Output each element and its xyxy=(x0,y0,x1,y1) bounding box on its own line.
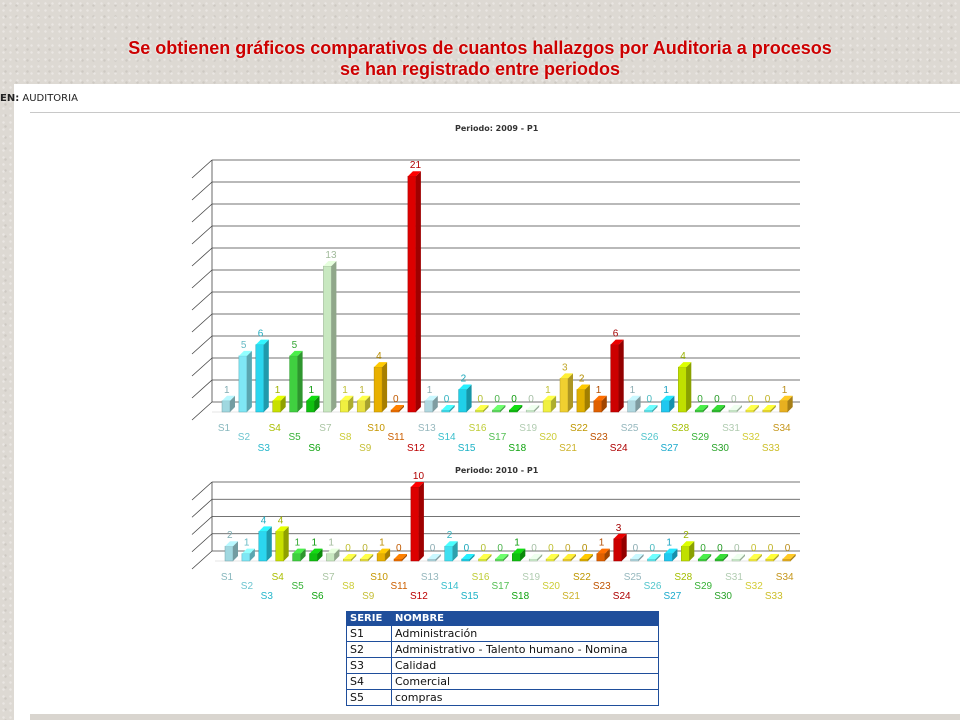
chart-2-category-label-S12: S12 xyxy=(410,591,428,602)
chart-2-value-label-S20: 0 xyxy=(548,543,554,554)
chart-1-value-label-S17: 0 xyxy=(494,394,500,405)
chart-1-category-label-S34: S34 xyxy=(772,423,791,434)
chart-1-bar-S21 xyxy=(560,378,568,412)
chart-2-bar-S31 xyxy=(732,559,740,561)
chart-1-value-label-S20: 1 xyxy=(545,384,551,396)
chart-1-category-label-S15: S15 xyxy=(457,443,476,454)
chart-2-category-label-S28: S28 xyxy=(674,572,693,583)
chart-1-value-label-S28: 4 xyxy=(680,351,686,363)
chart-2-value-label-S31: 0 xyxy=(734,543,740,554)
chart-1-gridline-diag xyxy=(192,314,212,332)
chart-1-category-label-S25: S25 xyxy=(620,423,639,434)
chart-1-value-label-S12: 21 xyxy=(409,160,422,172)
chart-1-value-label-S11: 0 xyxy=(393,394,399,405)
chart-2-category-label-S27: S27 xyxy=(663,591,682,602)
series-legend-table xyxy=(346,611,659,706)
chart-1-value-label-S19: 0 xyxy=(528,394,534,405)
legend-code: S3 xyxy=(347,658,392,674)
chart-2-value-label-S10: 1 xyxy=(379,537,385,549)
chart-1-category-label-S18: S18 xyxy=(508,443,527,454)
chart-1-value-label-S15: 2 xyxy=(460,373,467,385)
chart-2-bar-S22 xyxy=(580,559,588,561)
chart-1-category-label-S23: S23 xyxy=(589,432,608,443)
legend-row xyxy=(347,690,659,706)
chart-2-value-label-S8: 0 xyxy=(345,543,351,554)
chart-2-bar-S13 xyxy=(428,559,436,561)
chart-1-value-label-S24: 6 xyxy=(612,328,619,340)
chart-1-gridline-diag xyxy=(192,160,212,178)
chart-2-bar-S8 xyxy=(343,559,351,561)
chart-2-category-label-S4: S4 xyxy=(271,572,284,583)
chart-2-bar-S19 xyxy=(529,559,537,561)
chart-2-bar-side-S12 xyxy=(419,482,424,561)
chart-1-value-label-S13: 1 xyxy=(426,384,433,396)
chart-1-value-label-S9: 1 xyxy=(359,384,365,396)
chart-2-gridline-diag xyxy=(192,534,212,552)
chart-2-bar-S9 xyxy=(360,559,368,561)
filter-value: AUDITORIA xyxy=(22,93,78,104)
chart-2-value-label-S25: 0 xyxy=(632,543,639,554)
chart-1-bar-S7 xyxy=(323,266,331,412)
chart-1-value-label-S10: 4 xyxy=(376,351,382,363)
chart-1-gridline-diag xyxy=(192,226,212,244)
chart-2-category-label-S2: S2 xyxy=(240,581,254,592)
chart-2-bar-S18 xyxy=(512,554,520,561)
slide-title-line-2: se han registrado entre periodos xyxy=(339,59,621,79)
chart-2-category-label-S25: S25 xyxy=(623,572,642,583)
legend-row xyxy=(347,642,659,658)
chart-2-bar-S10 xyxy=(377,554,385,561)
chart-2-value-label-S6: 1 xyxy=(311,537,318,549)
chart-1-bar-S27 xyxy=(661,401,669,412)
chart-2-value-label-S28: 2 xyxy=(683,530,689,542)
slide-title-line-1: Se obtienen gráficos comparativos de cuantos hallazgos por Auditoria a procesos xyxy=(128,38,832,58)
chart-2-bar-S2 xyxy=(242,554,250,561)
legend-row xyxy=(347,674,659,690)
chart-1-value-label-S7: 13 xyxy=(325,250,337,262)
chart-1-value-label-S21: 3 xyxy=(562,362,568,374)
chart-2-bar-S28 xyxy=(681,546,689,561)
chart-1-category-label-S5: S5 xyxy=(288,432,301,443)
legend-code: S5 xyxy=(347,690,392,706)
bottom-edge xyxy=(30,714,960,720)
chart-2-bar-S33 xyxy=(766,559,774,561)
chart-1-category-label-S13: S13 xyxy=(417,423,436,434)
chart-1-bar-S29 xyxy=(695,410,703,412)
chart-1-category-label-S32: S32 xyxy=(742,432,760,443)
chart-1-value-label-S4: 1 xyxy=(274,384,281,396)
chart-1-bar-S4 xyxy=(273,401,281,412)
chart-2-gridline-diag xyxy=(192,482,212,500)
chart-2-bar-S27 xyxy=(664,554,672,561)
chart-2-bar-S24 xyxy=(614,539,622,561)
chart-1-bar-S12 xyxy=(408,176,416,412)
chart-1-bar-S33 xyxy=(763,410,771,412)
chart-2-value-label-S11: 0 xyxy=(396,543,402,554)
legend-code: S4 xyxy=(347,674,392,690)
chart-1-value-label-S14: 0 xyxy=(443,394,450,405)
chart-1-bar-side-S10 xyxy=(382,362,387,412)
chart-1-category-label-S26: S26 xyxy=(640,432,659,443)
chart-1-bar-S18 xyxy=(509,410,517,412)
chart-2-bar-S14 xyxy=(445,546,453,561)
chart-1-bar-S10 xyxy=(374,367,382,412)
chart-1-value-label-S2: 5 xyxy=(240,339,247,351)
chart-1-bar-side-S3 xyxy=(264,340,269,412)
chart-2-value-label-S2: 1 xyxy=(243,537,250,549)
chart-1-category-label-S27: S27 xyxy=(660,443,679,454)
chart-2-category-label-S19: S19 xyxy=(522,572,541,583)
chart-1-bar-side-S7 xyxy=(331,261,336,412)
chart-2-category-label-S9: S9 xyxy=(362,591,375,602)
chart-2-value-label-S3: 4 xyxy=(260,515,267,527)
chart-2-value-label-S17: 0 xyxy=(497,543,503,554)
chart-1-bar-S1 xyxy=(222,401,230,412)
filter-label-prefix: EN: xyxy=(0,93,20,104)
chart-2-bar-S17 xyxy=(495,559,503,561)
chart-2-category-label-S15: S15 xyxy=(460,591,479,602)
chart-2-bar-S34 xyxy=(783,559,791,561)
chart-1-gridline-diag xyxy=(192,292,212,310)
chart-1-bar-S20 xyxy=(543,401,551,412)
chart-2-value-label-S32: 0 xyxy=(750,543,757,554)
chart-2-bar-S11 xyxy=(394,559,402,561)
chart-1-category-label-S21: S21 xyxy=(559,443,577,454)
chart-2-bar-S23 xyxy=(597,554,605,561)
chart-1-value-label-S23: 1 xyxy=(595,384,602,396)
chart-2-bar-S4 xyxy=(276,531,284,561)
chart-2-bar-S15 xyxy=(462,559,470,561)
chart-2-bar-S21 xyxy=(563,559,571,561)
chart-2-value-label-S29: 0 xyxy=(700,543,706,554)
chart-1-category-label-S3: S3 xyxy=(257,443,270,454)
legend-name: Comercial xyxy=(392,674,659,690)
chart-1-category-label-S11: S11 xyxy=(387,432,405,443)
chart-1-bar-S5 xyxy=(290,356,298,412)
chart-1-gridline-diag xyxy=(192,270,212,288)
chart-2-value-label-S21: 0 xyxy=(565,543,571,554)
chart-1-bar-S34 xyxy=(780,401,788,412)
chart-2-bar-S7 xyxy=(326,554,334,561)
chart-2-category-label-S29: S29 xyxy=(694,581,713,592)
chart-1-gridline-diag xyxy=(192,402,212,420)
chart-2-value-label-S22: 0 xyxy=(581,543,588,554)
chart-1-category-label-S20: S20 xyxy=(539,432,557,443)
chart-2-category-label-S26: S26 xyxy=(643,581,662,592)
chart-1-bar-S26 xyxy=(645,410,653,412)
chart-2-bar-S30 xyxy=(715,559,723,561)
chart-2-category-label-S21: S21 xyxy=(562,591,580,602)
chart-1-category-label-S12: S12 xyxy=(407,443,425,454)
chart-2-gridline-diag xyxy=(192,517,212,535)
chart-2-value-label-S16: 0 xyxy=(480,543,487,554)
chart-1-category-label-S30: S30 xyxy=(711,443,729,454)
chart-2-value-label-S15: 0 xyxy=(463,543,470,554)
chart-2-category-label-S11: S11 xyxy=(390,581,408,592)
legend-row xyxy=(347,658,659,674)
chart-1-category-label-S10: S10 xyxy=(367,423,385,434)
chart-2-category-label-S24: S24 xyxy=(612,591,631,602)
chart-2-value-label-S27: 1 xyxy=(666,537,672,549)
chart-2-gridline-diag xyxy=(192,551,212,569)
chart-1-category-label-S19: S19 xyxy=(519,423,538,434)
chart-2-value-label-S1: 2 xyxy=(227,530,233,542)
chart-1-bar-S8 xyxy=(340,401,348,412)
chart-1-value-label-S25: 1 xyxy=(629,384,636,396)
chart-2-gridline-diag xyxy=(192,499,212,517)
legend-header-name: NOMBRE xyxy=(392,612,659,626)
chart-1-value-label-S1: 1 xyxy=(224,384,230,396)
chart-2-bar-side-S3 xyxy=(267,526,272,561)
chart-1-category-label-S1: S1 xyxy=(217,423,231,434)
chart-1-gridline-diag xyxy=(192,358,212,376)
chart-2-value-label-S23: 1 xyxy=(598,537,605,549)
chart-2-value-label-S24: 3 xyxy=(615,522,622,534)
legend-row xyxy=(347,626,659,642)
chart-2-bar-S16 xyxy=(479,559,487,561)
chart-2-bar-S5 xyxy=(293,554,301,561)
chart-2-bar-S6 xyxy=(310,554,318,561)
chart-2-bar-S29 xyxy=(698,559,706,561)
chart-1-bar-S13 xyxy=(425,401,433,412)
chart-1-bar-S15 xyxy=(459,390,467,412)
legend-code: S2 xyxy=(347,642,392,658)
chart-1-category-label-S4: S4 xyxy=(268,423,281,434)
chart-2-category-label-S31: S31 xyxy=(725,572,743,583)
chart-1-category-label-S29: S29 xyxy=(691,432,710,443)
chart-2-value-label-S33: 0 xyxy=(767,543,774,554)
chart-1-value-label-S32: 0 xyxy=(747,394,754,405)
chart-1-category-label-S2: S2 xyxy=(237,432,251,443)
chart-1-bar-S6 xyxy=(307,401,315,412)
chart-1-category-label-S17: S17 xyxy=(488,432,507,443)
chart-1-value-label-S22: 2 xyxy=(578,373,585,385)
chart-1-bar-side-S28 xyxy=(686,362,691,412)
chart-2-bar-S1 xyxy=(225,546,233,561)
chart-1-category-label-S22: S22 xyxy=(570,423,588,434)
chart-1-category-label-S6: S6 xyxy=(308,443,321,454)
chart-1-category-label-S8: S8 xyxy=(339,432,352,443)
chart-2-value-label-S4: 4 xyxy=(277,515,284,527)
chart-2-bar-S26 xyxy=(648,559,656,561)
chart-1-category-label-S16: S16 xyxy=(468,423,487,434)
chart-1-bar-S16 xyxy=(476,410,484,412)
chart-1-bar-S30 xyxy=(712,410,720,412)
chart-1-category-label-S14: S14 xyxy=(437,432,456,443)
chart-1-value-label-S5: 5 xyxy=(291,339,298,351)
chart-1-bar-S11 xyxy=(391,410,399,412)
chart-1-value-label-S33: 0 xyxy=(764,394,771,405)
chart-1-category-label-S7: S7 xyxy=(319,423,332,434)
chart-1-value-label-S27: 1 xyxy=(663,384,669,396)
chart-1-bar-side-S21 xyxy=(568,373,573,412)
chart-1-value-label-S31: 0 xyxy=(731,394,737,405)
chart-1-category-label-S31: S31 xyxy=(722,423,740,434)
chart-2-value-label-S13: 0 xyxy=(429,543,436,554)
legend-name: Administración xyxy=(392,626,659,642)
chart-2-category-label-S20: S20 xyxy=(542,581,560,592)
chart-1-gridline-diag xyxy=(192,248,212,266)
chart-1-bar-side-S2 xyxy=(247,351,252,412)
chart-1-value-label-S26: 0 xyxy=(646,394,653,405)
chart-2-bar-S3 xyxy=(259,531,267,561)
chart-1-bar-S2 xyxy=(239,356,247,412)
legend-header-row xyxy=(347,612,659,626)
chart-2-bar-side-S4 xyxy=(284,526,289,561)
chart-2-value-label-S5: 1 xyxy=(294,537,301,549)
chart-1-bar-side-S5 xyxy=(298,351,303,412)
chart-2-category-label-S3: S3 xyxy=(260,591,273,602)
chart-1-category-label-S28: S28 xyxy=(671,423,690,434)
chart-1-bar-S28 xyxy=(678,367,686,412)
chart-2-value-label-S19: 0 xyxy=(531,543,537,554)
chart-1-bar-S32 xyxy=(746,410,754,412)
chart-2-value-label-S34: 0 xyxy=(784,543,791,554)
chart-1-bar-S22 xyxy=(577,390,585,412)
chart-1-gridline-diag xyxy=(192,336,212,354)
chart-2-value-label-S14: 2 xyxy=(446,530,453,542)
legend-header-code: SERIE xyxy=(347,612,392,626)
chart-2-category-label-S34: S34 xyxy=(775,572,794,583)
chart-2-bar-S25 xyxy=(631,559,639,561)
chart-1-category-label-S9: S9 xyxy=(359,443,372,454)
chart-1-value-label-S29: 0 xyxy=(697,394,703,405)
chart-1-value-label-S6: 1 xyxy=(308,384,315,396)
legend-name: Administrativo - Talento humano - Nomina xyxy=(392,642,659,658)
chart-2-category-label-S8: S8 xyxy=(342,581,355,592)
chart-2-category-label-S6: S6 xyxy=(311,591,324,602)
chart-2-category-label-S17: S17 xyxy=(491,581,510,592)
chart-2-category-label-S10: S10 xyxy=(370,572,388,583)
chart-1-category-label-S24: S24 xyxy=(609,443,628,454)
chart-2-bar-S20 xyxy=(546,559,554,561)
chart-2-value-label-S30: 0 xyxy=(717,543,723,554)
chart-2-category-label-S5: S5 xyxy=(291,581,304,592)
chart-1-value-label-S30: 0 xyxy=(714,394,720,405)
chart-1-bar-S25 xyxy=(628,401,636,412)
chart-2-title: Periodo: 2010 - P1 xyxy=(455,466,539,475)
chart-1-value-label-S16: 0 xyxy=(477,394,484,405)
chart-1-bar-S31 xyxy=(729,410,737,412)
legend-name: Calidad xyxy=(392,658,659,674)
chart-1-bar-S9 xyxy=(357,401,365,412)
chart-1-bar-S24 xyxy=(611,345,619,412)
chart-1-gridline-diag xyxy=(192,380,212,398)
chart-2-category-label-S13: S13 xyxy=(420,572,439,583)
chart-2-category-label-S32: S32 xyxy=(745,581,763,592)
chart-2-value-label-S9: 0 xyxy=(362,543,368,554)
chart-1-bar-S23 xyxy=(594,401,602,412)
chart-2-value-label-S18: 1 xyxy=(514,537,520,549)
chart-1-value-label-S3: 6 xyxy=(257,328,264,340)
chart-1-category-label-S33: S33 xyxy=(761,443,780,454)
chart-2-category-label-S33: S33 xyxy=(764,591,783,602)
chart-1-value-label-S18: 0 xyxy=(511,394,517,405)
chart-2-category-label-S22: S22 xyxy=(573,572,591,583)
chart-2-category-label-S23: S23 xyxy=(592,581,611,592)
chart-2-bar-S12 xyxy=(411,487,419,561)
chart-1-value-label-S34: 1 xyxy=(781,384,788,396)
chart-2-category-label-S1: S1 xyxy=(220,572,234,583)
chart-1-bar-side-S24 xyxy=(619,340,624,412)
chart-2-value-label-S12: 10 xyxy=(412,471,425,482)
chart-1-bar-S17 xyxy=(492,410,500,412)
chart-1-bar-S3 xyxy=(256,345,264,412)
legend-name: compras xyxy=(392,690,659,706)
chart-1-bar-side-S12 xyxy=(416,171,421,412)
chart-1-gridline-diag xyxy=(192,182,212,200)
chart-2-category-label-S30: S30 xyxy=(714,591,732,602)
chart-1-value-label-S8: 1 xyxy=(342,384,348,396)
chart-1-title: Periodo: 2009 - P1 xyxy=(455,124,539,133)
chart-1-bar-S14 xyxy=(442,410,450,412)
chart-2-bar-S32 xyxy=(749,559,757,561)
chart-2-category-label-S18: S18 xyxy=(511,591,530,602)
chart-2-value-label-S26: 0 xyxy=(649,543,656,554)
chart-2-category-label-S14: S14 xyxy=(440,581,459,592)
chart-1-gridline-diag xyxy=(192,204,212,222)
chart-2-category-label-S16: S16 xyxy=(471,572,490,583)
chart-2-category-label-S7: S7 xyxy=(322,572,335,583)
legend-code: S1 xyxy=(347,626,392,642)
chart-1-bar-S19 xyxy=(526,410,534,412)
chart-2-value-label-S7: 1 xyxy=(328,537,334,549)
